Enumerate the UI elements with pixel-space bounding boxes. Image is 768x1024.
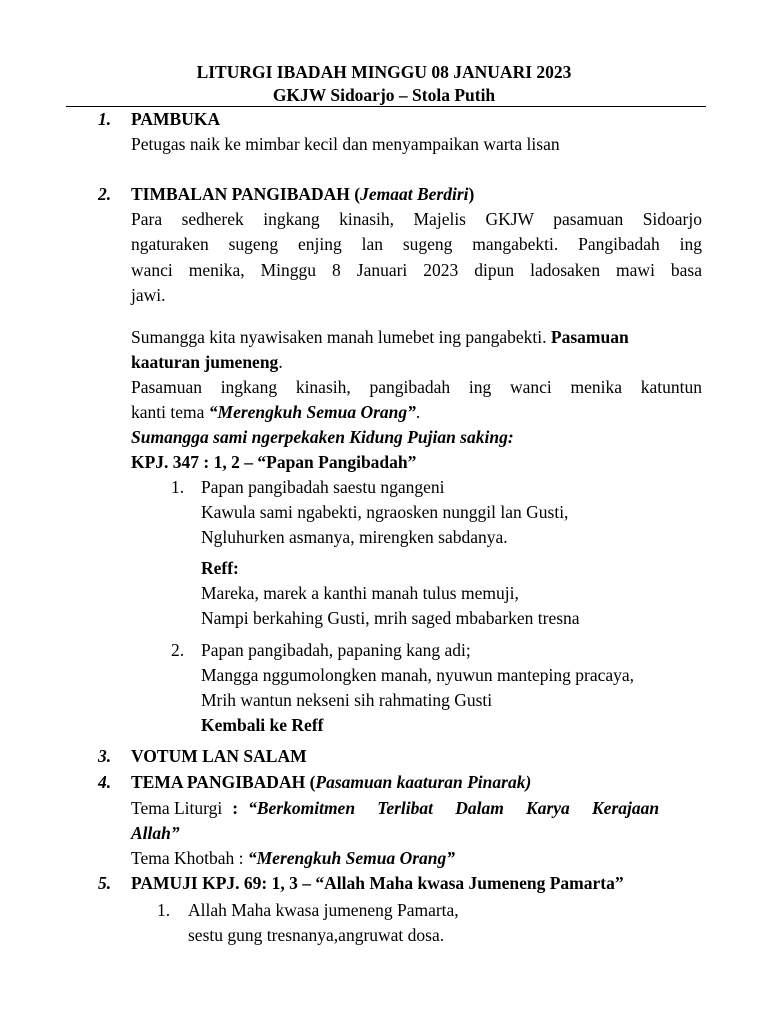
verse-1-line-3: Ngluhurken asmanya, mirengken sabdanya.: [201, 527, 508, 547]
section-1-text: Petugas naik ke mimbar kecil dan menyampaikan warta lisan: [131, 134, 560, 154]
section-2-p1-line-2: ngaturaken sugeng enjing lan sugeng mangabekti. Pangibadah ing: [131, 234, 702, 254]
verse-2-number: 2.: [171, 640, 185, 660]
section-4-title: TEMA PANGIBADAH (Pasamuan kaaturan Pinarak): [131, 772, 532, 792]
back-to-reff: Kembali ke Reff: [201, 715, 324, 735]
hymn-title: KPJ. 347 : 1, 2 – “Papan Pangibadah”: [131, 452, 417, 472]
verse-1-line-2: Kawula sami ngabekti, ngraosken nunggil lan Gusti,: [201, 502, 569, 522]
verse-2-line-1: Papan pangibadah, papaning kang adi;: [201, 640, 471, 660]
section-5-verse-1-line-2: sestu gung tresnanya,angruwat dosa.: [188, 925, 445, 945]
section-2-p1-line-3: wanci menika, Minggu 8 Januari 2023 dipun ladosaken mawi basa: [131, 260, 702, 280]
section-1-title: PAMBUKA: [131, 109, 221, 129]
section-5-title: PAMUJI KPJ. 69: 1, 3 – “Allah Maha kwasa Jumeneng Pamarta”: [131, 873, 624, 893]
tema-liturgi-line-1: Tema Liturgi : “Berkomitmen Terlibat Dalam Karya Kerajaan: [131, 798, 660, 818]
hymn-invitation: Sumangga sami ngerpekaken Kidung Pujian saking:: [131, 427, 514, 447]
section-5-verse-1-line-1: Allah Maha kwasa jumeneng Pamarta,: [188, 900, 459, 920]
section-4-number: 4.: [98, 772, 112, 792]
verse-2-line-3: Mrih wantun nekseni sih rahmating Gusti: [201, 690, 493, 710]
reff-label: Reff:: [201, 558, 239, 578]
section-1-number: 1.: [98, 109, 112, 129]
section-2-p1-line-4: jawi.: [131, 285, 166, 305]
reff-line-1: Mareka, marek a kanthi manah tulus memuji,: [201, 583, 519, 603]
section-2-p2-line-2: kaaturan jumeneng.: [131, 352, 283, 372]
section-2-p1-line-1: Para sedherek ingkang kinasih, Majelis GKJW pasamuan Sidoarjo: [131, 209, 702, 229]
reff-line-2: Nampi berkahing Gusti, mrih saged mbabarken tresna: [201, 608, 580, 628]
verse-2-line-2: Mangga nggumolongken manah, nyuwun manteping pracaya,: [201, 665, 635, 685]
section-3-number: 3.: [98, 746, 112, 766]
section-2-p3-line-2: kanti tema “Merengkuh Semua Orang”.: [131, 402, 421, 422]
section-2-number: 2.: [98, 184, 112, 204]
section-2-p3-line-1: Pasamuan ingkang kinasih, pangibadah ing wanci menika katuntun: [131, 377, 702, 397]
tema-khotbah: Tema Khotbah : “Merengkuh Semua Orang”: [131, 848, 456, 868]
page-subtitle: GKJW Sidoarjo – Stola Putih: [272, 85, 496, 105]
section-3-title: VOTUM LAN SALAM: [131, 746, 307, 766]
tema-liturgi-line-2: Allah”: [131, 823, 180, 843]
section-5-verse-1-number: 1.: [157, 900, 171, 920]
page-title: LITURGI IBADAH MINGGU 08 JANUARI 2023: [196, 62, 572, 82]
verse-1-number: 1.: [171, 477, 185, 497]
header-divider: [66, 106, 706, 107]
section-5-number: 5.: [98, 873, 112, 893]
section-2-title: TIMBALAN PANGIBADAH (Jemaat Berdiri): [131, 184, 475, 204]
verse-1-line-1: Papan pangibadah saestu ngangeni: [201, 477, 445, 497]
section-2-p2-line-1: Sumangga kita nyawisaken manah lumebet ing pangabekti. Pasamuan: [131, 327, 629, 347]
